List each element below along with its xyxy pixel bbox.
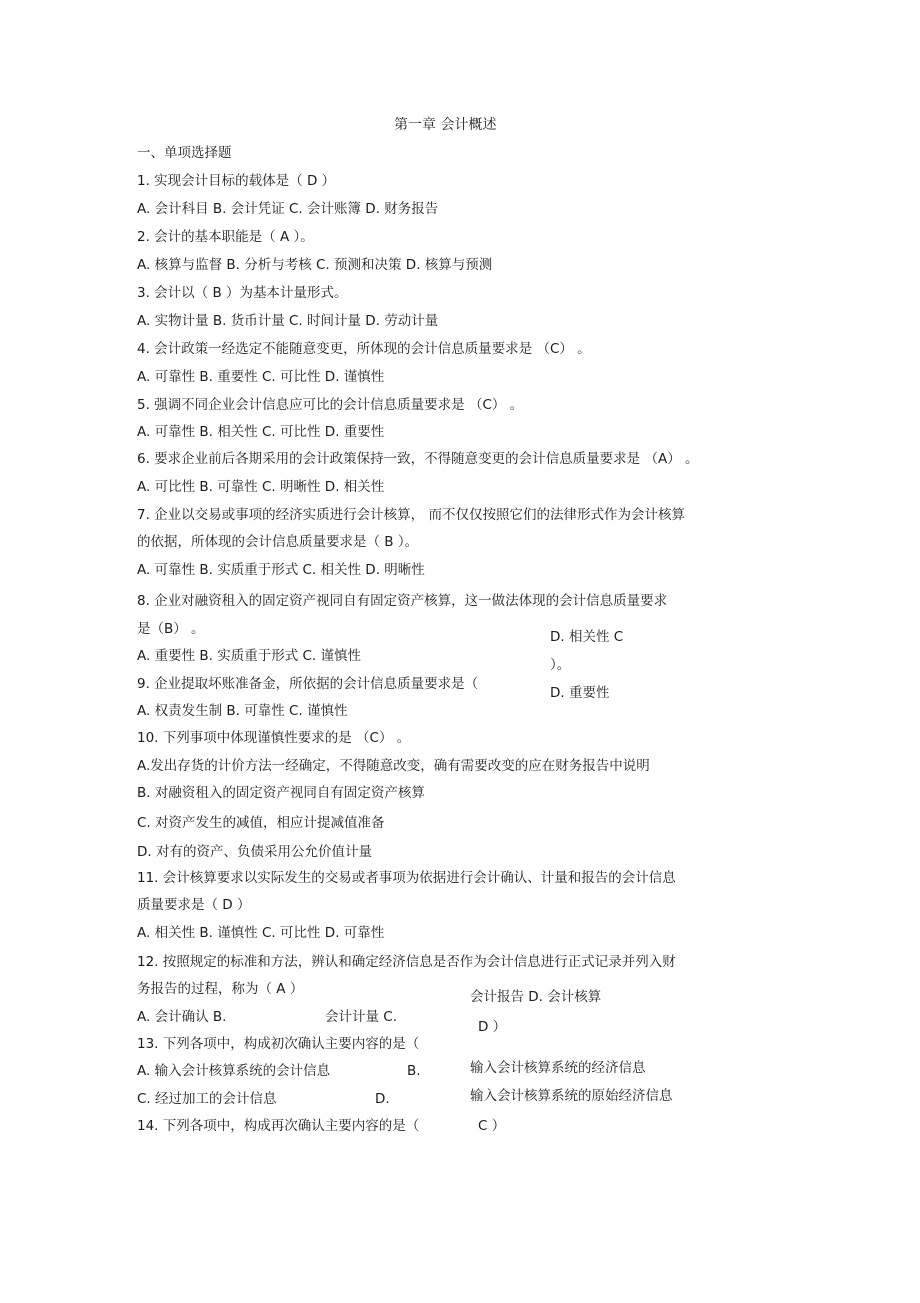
question-7-options: A. 可靠性 B. 实质重于形式 C. 相关性 D. 明晰性 [137, 562, 425, 578]
question-8-line-2: 是（B） 。 [137, 621, 205, 637]
section-heading: 一、单项选择题 [137, 145, 232, 161]
question-7-line-1: 7. 企业以交易或事项的经济实质进行会计核算， 而不仅仅按照它们的法律形式作为会计核算 [137, 507, 685, 523]
question-13-option-d-label: D. [375, 1091, 390, 1107]
question-8-options: A. 重要性 B. 实质重于形式 C. 谨慎性 [137, 648, 362, 664]
question-6-options: A. 可比性 B. 可靠性 C. 明晰性 D. 相关性 [137, 479, 385, 495]
question-10-option-d: D. 对有的资产、负债采用公允价值计量 [137, 844, 372, 860]
question-4: 4. 会计政策一经选定不能随意变更，所体现的会计信息质量要求是 （C） 。 [137, 341, 591, 357]
question-13-option-b-label: B. [407, 1063, 421, 1079]
question-10: 10. 下列事项中体现谨慎性要求的是 （C） 。 [137, 730, 411, 746]
question-4-options: A. 可靠性 B. 重要性 C. 可比性 D. 谨慎性 [137, 369, 385, 385]
question-11-options: A. 相关性 B. 谨慎性 C. 可比性 D. 可靠性 [137, 925, 385, 941]
question-8-line-1: 8. 企业对融资租入的固定资产视同自有固定资产核算，这一做法体现的会计信息质量要求 [137, 593, 668, 609]
question-9-answer-close: ）。 [550, 657, 571, 673]
question-8-option-d-fragment: D. 相关性 C [550, 629, 624, 645]
question-9-option-d: D. 重要性 [550, 685, 610, 701]
question-10-option-c: C. 对资产发生的减值，相应计提减值准备 [137, 815, 385, 831]
question-1: 1. 实现会计目标的载体是（ D ） [137, 173, 336, 189]
question-13: 13. 下列各项中，构成初次确认主要内容的是（ [137, 1036, 420, 1052]
question-11-line-1: 11. 会计核算要求以实际发生的交易或者事项为依据进行会计确认、计量和报告的会计信息 [137, 870, 676, 886]
question-13-answer-close: D ） [478, 1019, 507, 1035]
question-13-option-c: C. 经过加工的会计信息 [137, 1091, 277, 1107]
question-11-line-2: 质量要求是（ D ） [137, 897, 251, 913]
question-3-options: A. 实物计量 B. 货币计量 C. 时间计量 D. 劳动计量 [137, 313, 439, 329]
question-3: 3. 会计以（ B ）为基本计量形式。 [137, 285, 348, 301]
question-2: 2. 会计的基本职能是（ A ）。 [137, 229, 314, 245]
question-9: 9. 企业提取坏账准备金，所依据的会计信息质量要求是（ [137, 676, 479, 692]
question-13-option-a: A. 输入会计核算系统的会计信息 [137, 1063, 331, 1079]
question-12-option-a: A. 会计确认 B. [137, 1009, 227, 1025]
question-7-line-2: 的依据，所体现的会计信息质量要求是（ B ）。 [137, 534, 419, 550]
question-1-options: A. 会计科目 B. 会计凭证 C. 会计账簿 D. 财务报告 [137, 201, 439, 217]
chapter-title: 第一章 会计概述 [394, 117, 497, 133]
question-12-line-1: 12. 按照规定的标准和方法，辨认和确定经济信息是否作为会计信息进行正式记录并列入财 [137, 954, 676, 970]
question-12-option-b: 会计计量 C. [325, 1009, 398, 1025]
question-5-options: A. 可靠性 B. 相关性 C. 可比性 D. 重要性 [137, 424, 385, 440]
question-10-option-a: A.发出存货的计价方法一经确定，不得随意改变，确有需要改变的应在财务报告中说明 [137, 758, 650, 774]
question-10-option-b: B. 对融资租入的固定资产视同自有固定资产核算 [137, 785, 425, 801]
question-12-line-2: 务报告的过程，称为（ A ） [137, 981, 304, 997]
question-2-options: A. 核算与监督 B. 分析与考核 C. 预测和决策 D. 核算与预测 [137, 257, 493, 273]
question-14: 14. 下列各项中，构成再次确认主要内容的是（ [137, 1118, 420, 1134]
question-6: 6. 要求企业前后各期采用的会计政策保持一致，不得随意变更的会计信息质量要求是 （A） 。 [137, 451, 699, 467]
question-12-options-cd: 会计报告 D. 会计核算 [470, 989, 602, 1005]
question-5: 5. 强调不同企业会计信息应可比的会计信息质量要求是 （C） 。 [137, 397, 524, 413]
question-13-option-d: 输入会计核算系统的原始经济信息 [470, 1088, 673, 1104]
question-14-answer-close: C ） [478, 1118, 506, 1134]
question-9-options: A. 权责发生制 B. 可靠性 C. 谨慎性 [137, 703, 348, 719]
question-13-option-b: 输入会计核算系统的经济信息 [470, 1060, 646, 1076]
